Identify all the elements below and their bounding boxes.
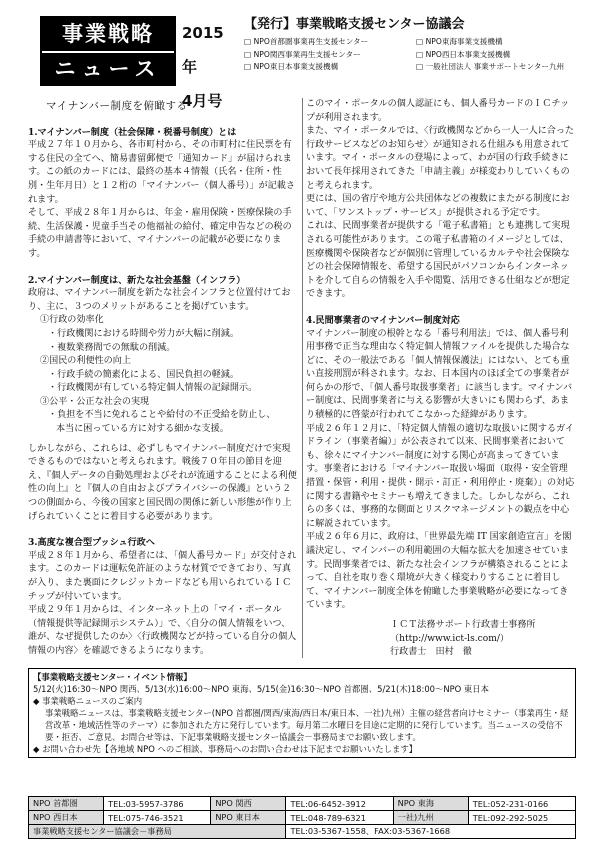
member-item: □ 一般社団法人 事業サポートセンター九州 [416, 62, 565, 71]
list-item: ・行政機関が有している特定個人情報の記録開示。 [48, 383, 258, 394]
paragraph: 平成２８年１月から、希望者には、「個人番号カード」が交付されます。このカードは運転免許証のような材質でできており、写真が入り、また裏面にクレジットカードなども用いられているＩＣチップが付いています。 [28, 550, 297, 602]
publisher-title: 【発行】事業戦略支援センター協議会 [244, 17, 465, 32]
contact-name: NPO 首都圏 [29, 797, 104, 811]
newsletter-masthead [40, 16, 176, 86]
author-signature: 行政書士 田村 徹 [390, 647, 472, 658]
list-heading: ②国民の利便性の向上 [40, 356, 131, 367]
contact-name: 一社)九州 [393, 811, 468, 825]
member-item: □ NPO東海事業支援機構 [416, 37, 503, 46]
list-item: ・複数業務間での無駄の削減。 [48, 342, 176, 353]
column-divider [302, 98, 303, 658]
news-guide-title: ◆ 事業戦略ニュースのご案内 [33, 696, 143, 706]
contact-name: NPO 西日本 [29, 811, 104, 825]
issue-year: 2015年 [182, 24, 224, 76]
publisher-block [244, 16, 584, 86]
spacer [28, 524, 298, 530]
paragraph: また、マイ・ポータルでは、〈行政機関などから一人一人に合った行政サービスなどのお知らせ〉が通知される仕組みも用意されています。マイ・ポータルの登場によって、わが国の行政手続きにおいて長年採用されてきた「申請主義」が様変わりしていくものと考えられます。 [306, 126, 575, 191]
news-guide-body: 事業戦略ニュースは、事業戦略支援センター(NPO 首都圏/関西/東海/西日本/東日本、一社)九州）主催の経営者向けセミナー（事業再生・経営改革・地域活性等のテーマ）に参加された方に発行しています。毎月第二水曜日を目途に定期的に発行しています。当ニュースの受信不要・拒否、ご意見、お問合せ等は、下記事業戦略支援センター協議会－事務局までお願い致します。 [45, 708, 569, 742]
paragraph: そして、平成２８年１月からは、年金・雇用保険・医療保険の手続、生活保護・児童手当その他福祉の給付、確定申告などの税の手続の申請書等において、マイナンバーの記載が必要になります。 [28, 208, 292, 259]
contact-name: NPO 東日本 [211, 811, 286, 825]
article-left-column [28, 98, 298, 659]
paragraph: 平成２９年１月からは、インターネット上の「マイ・ポータル（情報提供等記録開示システム）」で、〈自分の個人情報をいつ、誰が、なぜ提供したのか〉〈行政機関などが持っている自分の個人情報の内容〉を確認できるようになります。 [28, 605, 297, 656]
section-title: 4.民間事業者のマイナンバー制度対応 [306, 314, 460, 326]
list-heading: ③公平・公正な社会の実現 [40, 396, 150, 407]
list-item: ・行政手続の簡素化による、国民負担の軽減。 [48, 369, 239, 380]
office-tel: TEL:03-5367-1558、FAX:03-5367-1668 [286, 825, 576, 839]
office-name: 事業戦略支援センター協議会－事務局 [29, 825, 286, 839]
list-heading: ①行政の効率化 [40, 315, 104, 326]
contact-tel: TEL:048-789-6321 [286, 811, 393, 825]
section-title: 2.マイナンバー制度は、新たな社会基盤（インフラ） [28, 274, 246, 286]
masthead-line-2: ニュース [42, 51, 174, 84]
contact-tel: TEL:075-746-3521 [104, 811, 211, 825]
spacer [306, 302, 576, 308]
member-item: □ NPO関西事業再生支援センター [244, 49, 361, 59]
contact-tel: TEL:06-6452-3912 [286, 797, 393, 811]
section-title: 1.マイナンバー制度（社会保障・税番号制度）とは [28, 126, 237, 138]
spacer [28, 262, 298, 268]
paragraph: 政府は、マイナンバー制度を新たな社会インフラと位置付けており、主に、３つのメリットがあることを掲げています。 [28, 288, 291, 312]
event-info-box [28, 668, 576, 758]
article-right-column [306, 98, 576, 660]
list-item: ・行政機関における時間や労力が大幅に削減。 [48, 328, 239, 339]
contact-table [28, 796, 576, 839]
member-item: □ NPO首都圏事業再生支援センター [244, 37, 369, 46]
paragraph: このマイ・ポータルの個人認証にも、個人番号カードのＩＣチップが利用されます。 [306, 99, 570, 123]
inquiry-heading: ◆ お問い合わせ先【各地域 NPO へのご相談、事務局へのお問い合わせは下記までお願いいたします】 [33, 744, 418, 754]
member-list [244, 36, 584, 74]
author-signature: （http://www.ict-ls.com/） [390, 633, 509, 644]
member-item: □ NPO西日本事業支援機構 [416, 49, 511, 59]
paragraph: マイナンバー制度の根幹となる「番号利用法」では、個人番号利用事務で正当な理由なく特定個人情報ファイルを提供した場合などに、その一般法である「個人情報保護法」にはない、とても重い直接刑罰が科されます。なお、日本国内のほぼ全ての事業者が何らかの形で、「個人番号取扱事業者」に該当します。マイナンバー制度は、民間事業者に与える影響が大きいにも関わらず、あまり積極的に啓蒙が行われてこなかった経緯があります。 [306, 328, 573, 421]
table-row [29, 811, 576, 825]
list-item-continued: 本当に困っている方に対する細かな支援。 [56, 424, 229, 435]
event-title: 【事業戦略支援センター・イベント情報】 [33, 672, 192, 682]
paragraph: 平成２６年６月に、政府は、「世界最先端 IT 国家創造宣言」を閣議決定し、マインバーの利用範囲の大幅な拡大を加速させています。民間事業者では、新たな社会インフラが構築されることによって、自社を取り巻く環境が大きく様変わりすることに着目して、マイナンバー制度全体を俯瞰した事業戦略が必要になってきています。 [306, 532, 572, 611]
contact-tel: TEL:052-231-0166 [468, 797, 575, 811]
contact-name: NPO 東海 [393, 797, 468, 811]
member-item: □ NPO東日本事業支援機構 [244, 62, 339, 71]
issue-month: 4月号 [182, 92, 223, 110]
table-row [29, 797, 576, 811]
event-schedule: 5/12(火)16:30～NPO 関西、5/13(水)16:00～NPO 東海、5/15(金)16:30～NPO 首都圏、5/21(木)18:00～NPO 東日本 [33, 684, 490, 694]
contact-tel: TEL:03-5957-3786 [104, 797, 211, 811]
paragraph: しかしながら、これらは、必ずしもマイナンバー制度だけで実現できるものではないと考えられます。戦後７０年目の節目を迎え、『個人データの自動処理およびそれが流通することによる利便性の向上』と『個人の自由およびプライバシーの保護』という２つの側面から、今後の国家と国民間の関係に新しい形態が作り上げられていくことに着目する必要があります。 [28, 443, 297, 522]
masthead-line-1: 事業戦略 [42, 18, 174, 51]
article-headline: マイナンバー制度を俯瞰する [46, 100, 188, 112]
list-item: ・負担を不当に免れることや給付の不正受給を防止し、 [48, 410, 276, 421]
paragraph: 平成２７年１０月から、各市町村から、その市町村に住民票を有する住民の全てへ、簡易書留郵便で「通知カード」が届けられます。この紙のカードには、最終の基本４情報（氏名・住所・性別・生年月日）と１２桁の「マイナンバー（個人番号）」が記載されます。 [28, 140, 295, 205]
paragraph: 更には、国の省庁や地方公共団体などの複数にまたがる制度において、「ワンストップ・サービス」が提供される予定です。 [306, 194, 570, 218]
author-signature: ＩＣＴ法務サポート行政書士事務所 [390, 619, 536, 630]
contact-tel: TEL:092-292-5025 [468, 811, 575, 825]
table-row [29, 825, 576, 839]
paragraph: これは、民間事業者が提供する「電子私書箱」とも連携して実現される可能性があります。この電子私書箱のイメージとしては、医療機関や保険者などが個別に管理しているカルテや社会保険などの社会保障情報を、希望する国民がパソコンからインターネットを介して自らの情報を入手や閲覧、活用できる仕組などが想定できます。 [306, 221, 570, 300]
paragraph: 平成２６年１２月に、「特定個人情報の適切な取扱いに関するガイドライン（事業者編）」が公表されて以来、民間事業者においても、徐々にマイナンバー制度に対する関心が高まってきています。事業者における「マイナンバー取扱い場面（取得・安全管理措置・保管・利用・提供・開示・訂正・利用停止・廃棄）」の対応に関する書籍やセミナーも増えてきました。しかしながら、これらの多くは、事務的な側面とリスクマネージメントの観点を中心に解説されています。 [306, 423, 575, 529]
section-title: 3.高度な複合型プッシュ行政へ [28, 537, 155, 549]
contact-name: NPO 関西 [211, 797, 286, 811]
